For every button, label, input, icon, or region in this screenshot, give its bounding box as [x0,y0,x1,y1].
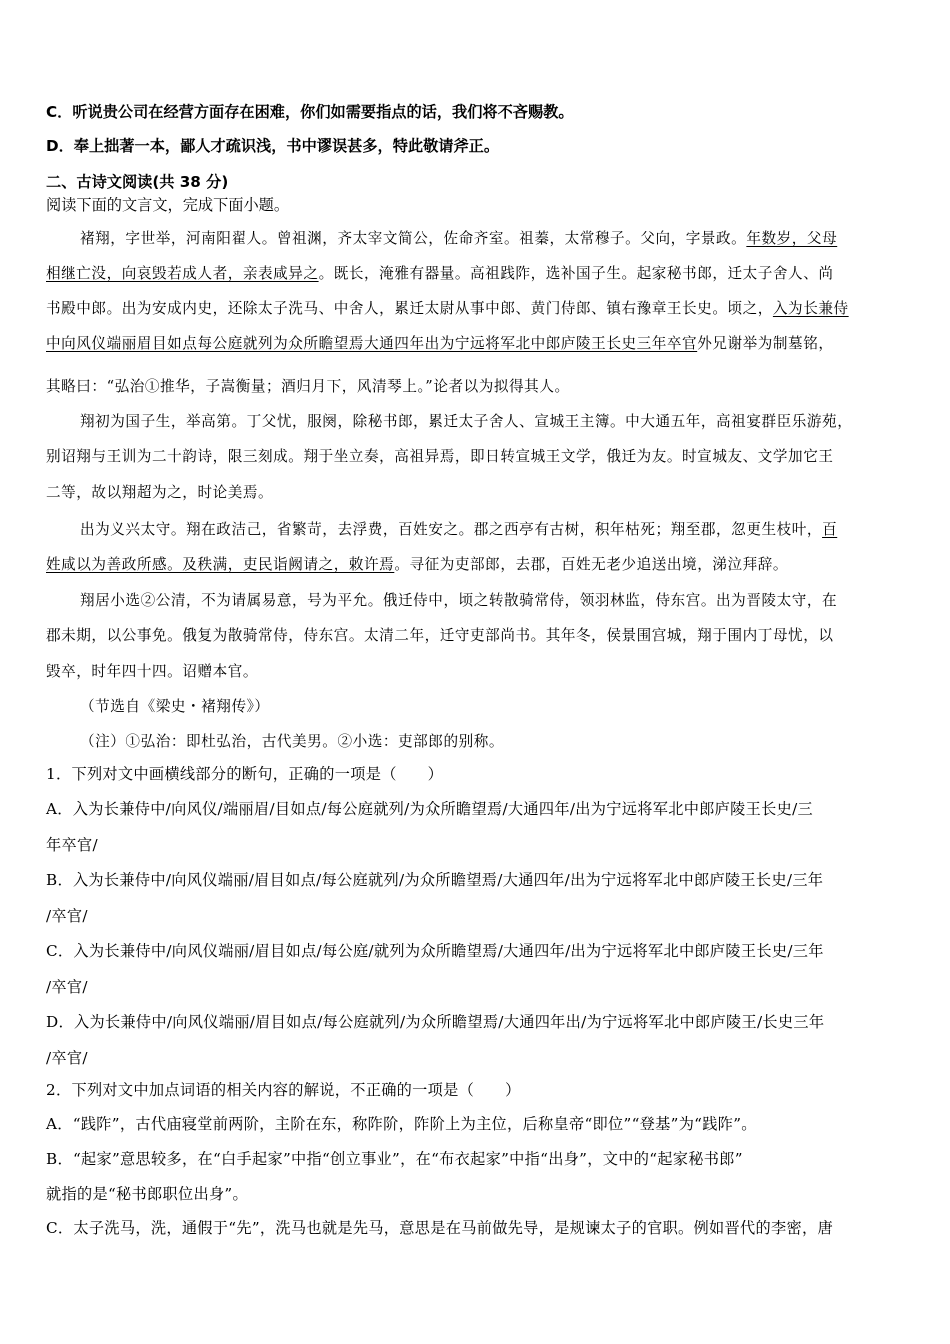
q2-option-a: A．“践阼”，古代庙寝堂前两阶，主阶在东，称阼阶，阼阶上为主位，后称皇帝“即位”“登基”为“践阼”。 [46,1115,757,1133]
underlined-sentence: 百 [822,521,838,538]
passage-note: （注）①弘治：即杜弘治，古代美男。②小选：吏部郎的别称。 [80,733,505,750]
passage-line: 翔初为国子生，举高第。丁父忧，服阕，除秘书郎，累迁太子舍人、宣城王主簿。中大通五年，高祖宴群臣乐游苑， [80,413,853,430]
q1-option-d: D．入为长兼侍中/向风仪端丽/眉目如点/每公庭就列/为众所瞻望焉/大通四年出/为宁远将军北中郎庐陵王/长史三年 [46,1013,825,1031]
underlined-sentence: 年数岁，父母 [746,230,838,247]
option-c-top: C．听说贵公司在经营方面存在困难，你们如需要指点的话，我们将不吝赐教。 [46,103,574,121]
underlined-sentence: 相继亡没，向哀毁若成人者，亲表咸异之 [46,265,319,282]
passage-line: 毁卒，时年四十四。诏赠本官。 [46,663,259,680]
passage-line: 翔居小选②公清，不为请属易意，号为平允。俄迁侍中，顷之转散骑常侍，领羽林监，侍东宫。出为晋陵太守，在 [80,592,838,609]
passage-line: 相继亡没，向哀毁若成人者，亲表咸异之。既长，淹雅有器量。高祖践阼，选补国子生。起家秘书郎，迁太子舍人、尚 [46,265,834,282]
passage-line: 姓咸以为善政所感。及秩满，吏民诣阙请之，敕许焉。寻征为吏部郎，去郡，百姓无老少追送出境，涕泣拜辞。 [46,556,789,573]
passage-line: 郡未期，以公事免。俄复为散骑常侍，侍东宫。太清二年，迁守吏部尚书。其年冬，侯景围宫城，翔于围内丁母忧，以 [46,627,834,644]
q2-option-b: B．“起家”意思较多，在“白手起家”中指“创立事业”，在“布衣起家”中指“出身”，文中的“起家秘书郎” [46,1150,743,1168]
question-1-stem: 1．下列对文中画横线部分的断句，正确的一项是（ ） [46,765,444,783]
q1-option-a: A．入为长兼侍中/向风仪/端丽眉/目如点/每公庭就列/为众所瞻望焉/大通四年/出为宁远将军北中郎庐陵王长史/三 [46,800,814,818]
underlined-sentence: 中向风仪端丽眉目如点每公庭就列为众所瞻望焉大通四年出为宁远将军北中郎庐陵王长史三年卒官 [46,335,698,352]
passage-source: （节选自《梁史・褚翔传》） [80,698,270,715]
section-instruction: 阅读下面的文言文，完成下面小题。 [46,196,289,214]
q1-option-b: B．入为长兼侍中/向风仪端丽/眉目如点/每公庭就列/为众所瞻望焉/大通四年/出为宁远将军北中郎庐陵王长史/三年 [46,871,824,889]
q1-option-d-cont: /卒官/ [46,1049,88,1067]
q1-option-b-cont: /卒官/ [46,907,88,925]
passage-line: 中向风仪端丽眉目如点每公庭就列为众所瞻望焉大通四年出为宁远将军北中郎庐陵王长史三年卒官外兄谢举为制墓铭， [46,335,834,352]
passage-line: 别诏翔与王训为二十韵诗，限三刻成。翔于坐立奏，高祖异焉，即日转宣城王文学，俄迁为友。时宣城友、文学加它王 [46,448,834,465]
section-heading: 二、古诗文阅读(共 38 分) [46,173,229,191]
passage-line: 出为义兴太守。翔在政洁己，省繁苛，去浮费，百姓安之。郡之西亭有古树，积年枯死；翔至郡，忽更生枝叶，百 [80,521,838,538]
q2-option-b-cont: 就指的是“秘书郎职位出身”。 [46,1185,248,1203]
passage-line: 书殿中郎。出为安成内史，还除太子洗马、中舍人，累迁太尉从事中郎、黄门侍郎、镇右豫章王长史。顷之，入为长兼侍 [46,300,849,317]
question-2-stem: 2．下列对文中加点词语的相关内容的解说，不正确的一项是（ ） [46,1081,521,1099]
passage-line: 褚翔，字世举，河南阳翟人。曾祖渊，齐太宰文简公，佐命齐室。祖蓁，太常穆子。父向，字景政。年数岁，父母 [80,230,838,247]
passage-line: 二等，故以翔超为之，时论美焉。 [46,484,274,501]
option-d-top: D．奉上拙著一本，鄙人才疏识浅，书中谬误甚多，特此敬请斧正。 [46,137,500,155]
underlined-sentence: 入为长兼侍 [772,300,849,317]
q2-option-c: C．太子洗马，洗，通假于“先”，洗马也就是先马，意思是在马前做先导，是规谏太子的官职。例如晋代的李密，唐 [46,1219,833,1237]
q1-option-a-cont: 年卒官/ [46,836,98,854]
q1-option-c: C．入为长兼侍中/向风仪端丽/眉目如点/每公庭/就列为众所瞻望焉/大通四年/出为宁远将军北中郎庐陵王长史/三年 [46,942,824,960]
underlined-sentence: 姓咸以为善政所感。及秩满，吏民诣阙请之，敕许焉 [46,556,395,573]
passage-line: 其略曰：“弘治①推华，子嵩衡量；酒归月下，风清琴上。”论者以为拟得其人。 [46,378,570,395]
q1-option-c-cont: /卒官/ [46,978,88,996]
